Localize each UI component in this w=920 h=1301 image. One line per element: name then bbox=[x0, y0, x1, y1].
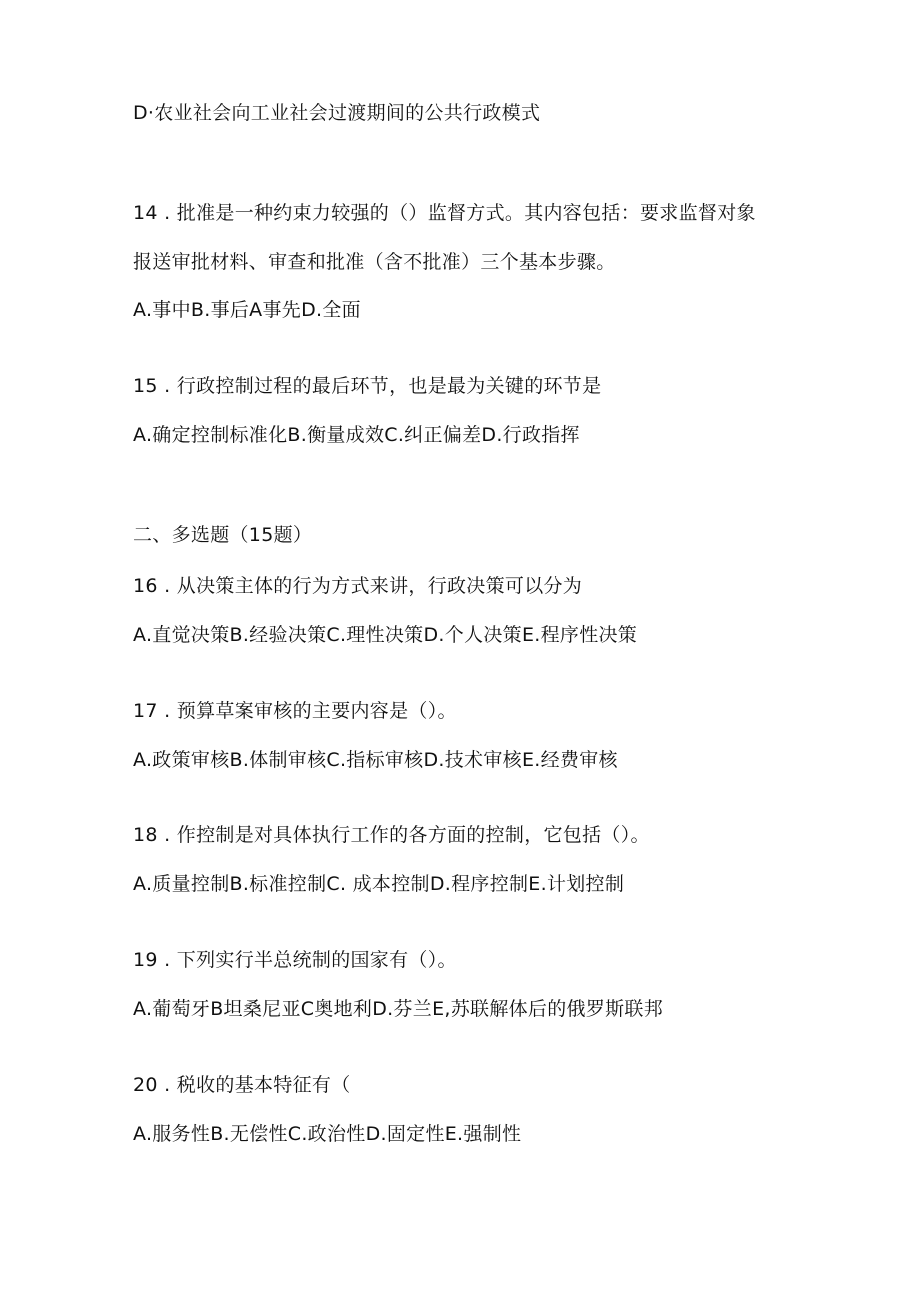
question-14-options: A.事中B.事后A事先D.全面 bbox=[133, 299, 361, 321]
question-16: 16 . 从决策主体的行为方式来讲，行政决策可以分为 bbox=[133, 575, 583, 597]
question-15-options: A.确定控制标准化B.衡量成效C.纠正偏差D.行政指挥 bbox=[133, 424, 580, 446]
question-18: 18 . 作控制是对具体执行工作的各方面的控制，它包括（）。 bbox=[133, 824, 650, 846]
question-20-options: A.服务性B.无偿性C.政治性D.固定性E.强制性 bbox=[133, 1123, 522, 1145]
question-16-options: A.直觉决策B.经验决策C.理性决策D.个人决策E.程序性决策 bbox=[133, 624, 638, 646]
question-19: 19 . 下列实行半总统制的国家有（）。 bbox=[133, 949, 457, 971]
question-20: 20 . 税收的基本特征有（ bbox=[133, 1074, 351, 1096]
question-17: 17 . 预算草案审核的主要内容是（）。 bbox=[133, 700, 457, 722]
question-14-line-1: 14 . 批准是一种约束力较强的（）监督方式。其内容包括：要求监督对象 bbox=[133, 202, 756, 224]
question-17-options: A.政策审核B.体制审核C.指标审核D.技术审核E.经费审核 bbox=[133, 749, 618, 771]
question-18-options: A.质量控制B.标准控制C. 成本控制D.程序控制E.计划控制 bbox=[133, 873, 625, 895]
section-heading-multiple-choice: 二、多选题（15题） bbox=[133, 524, 313, 546]
question-19-options: A.葡萄牙B坦桑尼亚C奥地利D.芬兰E,苏联解体后的俄罗斯联邦 bbox=[133, 998, 664, 1020]
question-14-line-2: 报送审批材料、审查和批准（含不批准）三个基本步骤。 bbox=[133, 251, 616, 273]
question-15: 15 . 行政控制过程的最后环节，也是最为关键的环节是 bbox=[133, 375, 602, 397]
option-line-q13-d: D·农业社会向工业社会过渡期间的公共行政模式 bbox=[133, 102, 541, 124]
